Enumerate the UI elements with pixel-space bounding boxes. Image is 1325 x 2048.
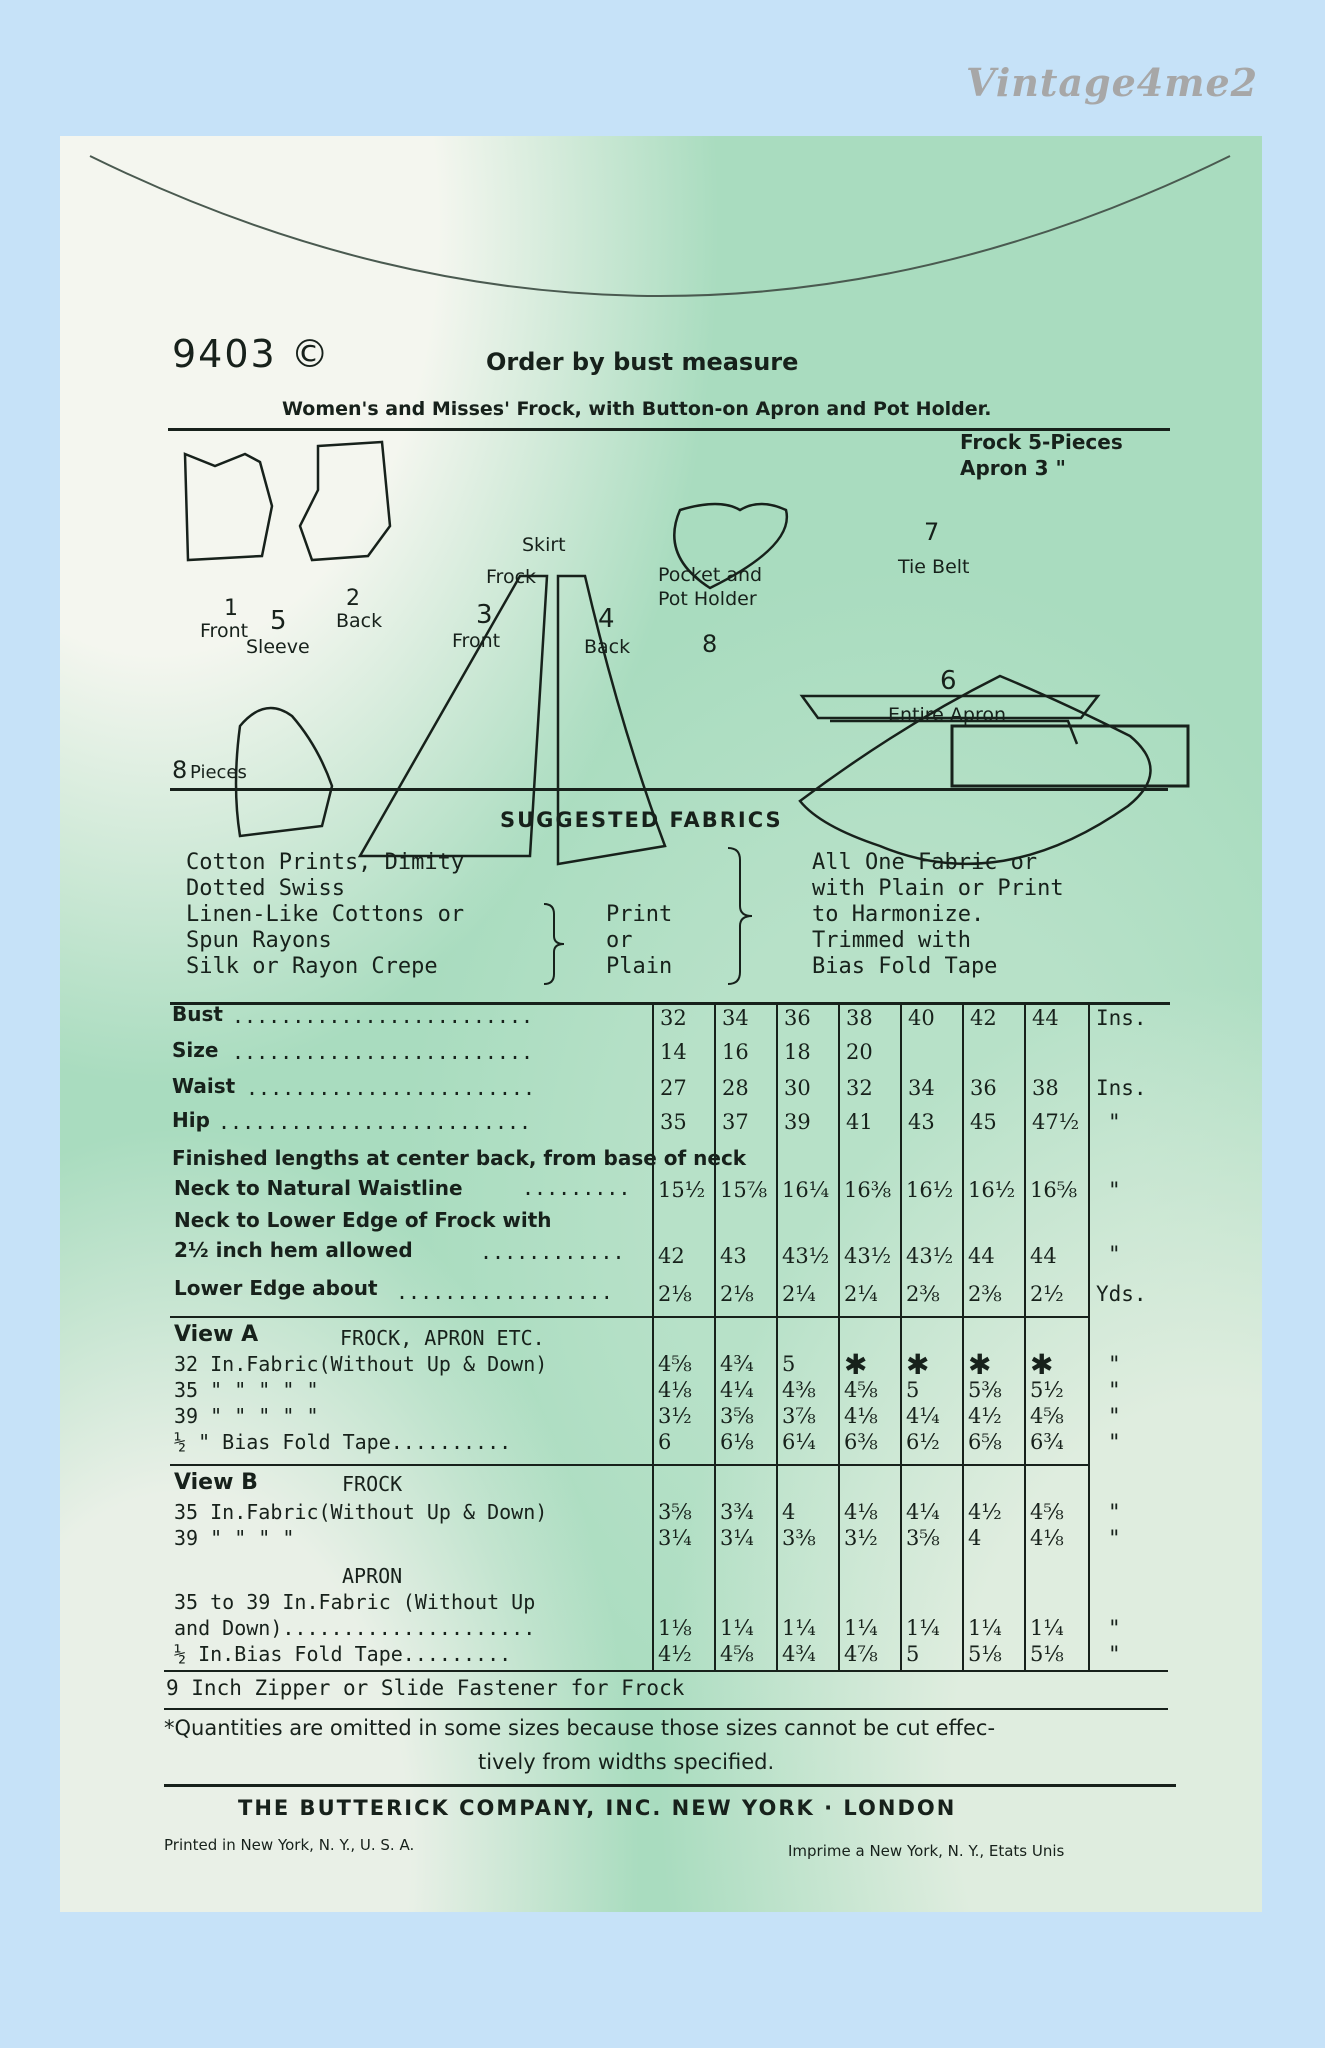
company-name: THE BUTTERICK COMPANY, INC. NEW YORK · LONDON (238, 1796, 957, 1820)
fabric-line: Plain (606, 954, 673, 979)
cell-value: 42 (658, 1244, 685, 1268)
piece-3-number: 3 (476, 600, 493, 630)
cell-value: 5⅛ (968, 1642, 1002, 1666)
table-col-divider (1024, 1004, 1026, 1670)
view-b-title: View B (174, 1470, 258, 1495)
cell-value: 1¼ (844, 1616, 878, 1640)
cell-value: 2⅜ (906, 1282, 940, 1306)
apron-fabric-line: 35 to 39 In.Fabric (Without Up (174, 1590, 536, 1614)
cell-value: 4½ (968, 1404, 1002, 1428)
fabrics-middle-list (606, 902, 672, 980)
cell-value: 4⅛ (844, 1500, 878, 1524)
cell-value: 43 (720, 1244, 747, 1268)
unit: Ins. (1096, 1006, 1147, 1030)
fabric-line: All One Fabric or (812, 850, 1038, 875)
cell-value: 3¼ (658, 1526, 692, 1550)
cell-value: 4¼ (906, 1500, 940, 1524)
fabric-line: or (606, 928, 633, 953)
cell-value: 16½ (968, 1178, 1016, 1202)
fabric-line: Print (606, 902, 673, 927)
fabric-line: Bias Fold Tape (812, 954, 998, 979)
cell-value: 16⅝ (1030, 1178, 1078, 1202)
unit: Yds. (1096, 1282, 1147, 1306)
cell-value: 36 (970, 1076, 997, 1100)
cell-value: 16⅜ (844, 1178, 892, 1202)
cell-value: 1¼ (720, 1616, 754, 1640)
cell-value: 4¼ (906, 1404, 940, 1428)
cell-value: 5 (906, 1378, 920, 1402)
fabrics-left-list (186, 850, 464, 980)
cell-value: 4¾ (720, 1352, 754, 1376)
asterisk-marker: ✱ (906, 1348, 930, 1381)
cell-value: 3⅝ (720, 1404, 754, 1428)
sleeve-piece-shape (236, 708, 332, 836)
row-label: Bust (172, 1002, 223, 1026)
cell-value: 43 (908, 1110, 935, 1134)
cell-value: 37 (722, 1110, 749, 1134)
cell-value: 1⅛ (658, 1616, 692, 1640)
cell-value: 3⅜ (782, 1526, 816, 1550)
cell-value: 3½ (658, 1404, 692, 1428)
leader-dots: .................. (396, 1280, 613, 1304)
unit: Ins. (1096, 1076, 1147, 1100)
cell-value: 42 (970, 1006, 997, 1030)
cell-value: 44 (968, 1244, 995, 1268)
cell-value: 4⅜ (782, 1378, 816, 1402)
skirt-label: Skirt (522, 534, 566, 556)
asterisk-marker: ✱ (844, 1348, 868, 1381)
fabric-line: Silk or Rayon Crepe (186, 954, 438, 979)
cell-value: 47½ (1032, 1110, 1080, 1134)
cell-value: 4⅝ (844, 1378, 878, 1402)
tie-belt-label: Tie Belt (898, 556, 970, 578)
fabric-line: Trimmed with (812, 928, 971, 953)
row-label: 39 " " " " " (174, 1404, 319, 1428)
cell-value: 2½ (1030, 1282, 1064, 1306)
piece-5-label: Sleeve (246, 636, 310, 658)
cell-value: 4½ (658, 1642, 692, 1666)
table-col-divider (962, 1004, 964, 1670)
cell-value: 4⅞ (844, 1642, 878, 1666)
cell-value: 2¼ (844, 1282, 878, 1306)
piece-4-label: Back (584, 636, 631, 658)
view-b-desc: FROCK (342, 1472, 403, 1496)
unit: " (1108, 1642, 1121, 1666)
unit: " (1108, 1526, 1121, 1550)
fabrics-right-list (812, 850, 1064, 980)
row-label: 32 In.Fabric(Without Up & Down) (174, 1352, 548, 1376)
quantity-note-line2: tively from widths specified. (478, 1750, 775, 1774)
row-label: Hip (172, 1108, 210, 1132)
cell-value: 32 (660, 1006, 687, 1030)
asterisk-marker: ✱ (1030, 1348, 1054, 1381)
apron-heading: APRON (342, 1564, 403, 1588)
cell-value: 16¼ (782, 1178, 830, 1202)
cell-value: 2⅜ (968, 1282, 1002, 1306)
cell-value: 32 (846, 1076, 873, 1100)
piece-5-number: 5 (270, 606, 287, 636)
pocket-label-line2: Pot Holder (658, 588, 757, 610)
cell-value: 2¼ (782, 1282, 816, 1306)
cell-value: 4⅛ (1030, 1526, 1064, 1550)
cell-value: 6 (658, 1430, 672, 1454)
view-a-title: View A (174, 1322, 259, 1347)
leader-dots: .......................... (218, 1110, 532, 1134)
printed-usa: Printed in New York, N. Y., U. S. A. (164, 1836, 415, 1854)
fabric-line: Spun Rayons (186, 928, 332, 953)
cell-value: 3⅝ (658, 1500, 692, 1524)
cell-value: 38 (846, 1006, 873, 1030)
fabrics-brace-right (724, 846, 758, 986)
row-label: and Down)..................... (174, 1616, 536, 1640)
pocket-label-line1: Pocket and (658, 564, 763, 586)
cell-value: 5½ (1030, 1378, 1064, 1402)
order-note: Order by bust measure (486, 348, 799, 376)
table-col-divider (1088, 1004, 1090, 1670)
cell-value: 4¼ (720, 1378, 754, 1402)
cell-value: 6¾ (1030, 1430, 1064, 1454)
cell-value: 39 (784, 1110, 811, 1134)
piece-1-label: Front (200, 620, 249, 642)
cell-value: 20 (846, 1040, 873, 1064)
fabrics-brace-left (540, 902, 570, 986)
table-col-divider (714, 1004, 716, 1670)
cell-value: 1¼ (906, 1616, 940, 1640)
cell-value: 4 (782, 1500, 796, 1524)
cell-value: 45 (970, 1110, 997, 1134)
piece-4-number: 4 (598, 604, 615, 634)
piece-count-frock: Frock 5-Pieces (960, 430, 1123, 454)
cell-value: 4⅝ (720, 1642, 754, 1666)
cell-value: 3⅝ (906, 1526, 940, 1550)
asterisk-marker: ✱ (968, 1348, 992, 1381)
leader-dots: ......... (522, 1176, 631, 1200)
cell-value: 44 (1032, 1006, 1059, 1030)
company-rule (164, 1784, 1176, 1787)
cell-value: 1¼ (1030, 1616, 1064, 1640)
pattern-subtitle: Women's and Misses' Frock, with Button-on Apron and Pot Holder. (282, 398, 992, 420)
cell-value: 4½ (968, 1500, 1002, 1524)
table-col-divider (900, 1004, 902, 1670)
cell-value: 5⅛ (1030, 1642, 1064, 1666)
cell-value: 36 (784, 1006, 811, 1030)
zipper-note: 9 Inch Zipper or Slide Fastener for Frock (166, 1676, 685, 1700)
unit: " (1108, 1110, 1121, 1134)
row-label: 39 " " " " (174, 1526, 295, 1550)
unit: " (1108, 1404, 1121, 1428)
piece-2-number: 2 (346, 586, 360, 611)
row-label: Neck to Natural Waistline (174, 1176, 463, 1200)
piece-3-label: Front (452, 630, 501, 652)
cell-value: 2⅛ (720, 1282, 754, 1306)
unit: " (1108, 1616, 1121, 1640)
cell-value: 4 (968, 1526, 982, 1550)
pieces-rule (170, 788, 1168, 791)
cell-value: 4⅝ (658, 1352, 692, 1376)
piece-2-label: Back (336, 610, 383, 632)
cell-value: 4¾ (782, 1642, 816, 1666)
row-label: 35 In.Fabric(Without Up & Down) (174, 1500, 548, 1524)
back-piece-shape (300, 442, 390, 560)
row-label: 2½ inch hem allowed (174, 1238, 413, 1262)
table-col-divider (652, 1004, 654, 1670)
cell-value: 41 (846, 1110, 873, 1134)
leader-dots: ......................... (232, 1004, 534, 1028)
quantity-note-line1: *Quantities are omitted in some sizes because those sizes cannot be cut effec- (164, 1716, 996, 1740)
cell-value: 5 (906, 1642, 920, 1666)
cell-value: 16½ (906, 1178, 954, 1202)
pattern-envelope (60, 136, 1262, 1912)
printed-french: Imprime a New York, N. Y., Etats Unis (788, 1842, 1065, 1860)
piece-1-number: 1 (224, 596, 238, 621)
cell-value: 2⅛ (658, 1282, 692, 1306)
row-label: ½ " Bias Fold Tape.......... (174, 1430, 512, 1454)
view-a-rule (170, 1316, 1090, 1318)
finished-lengths-heading: Finished lengths at center back, from base of neck (172, 1146, 747, 1170)
cell-value: 1¼ (968, 1616, 1002, 1640)
neck-lower-label-line1: Neck to Lower Edge of Frock with (174, 1208, 552, 1232)
cell-value: 38 (1032, 1076, 1059, 1100)
cell-value: 6½ (906, 1430, 940, 1454)
fabrics-heading: SUGGESTED FABRICS (500, 808, 783, 832)
unit: " (1108, 1352, 1121, 1376)
cell-value: 30 (784, 1076, 811, 1100)
cell-value: 14 (660, 1040, 687, 1064)
total-pieces-label: Pieces (190, 762, 247, 783)
cell-value: 40 (908, 1006, 935, 1030)
fabric-line: Linen-Like Cottons or (186, 902, 465, 927)
cell-value: 5⅜ (968, 1378, 1002, 1402)
row-label: 35 " " " " " (174, 1378, 319, 1402)
cell-value: 5 (782, 1352, 796, 1376)
piece-6-number: 6 (940, 666, 957, 696)
zipper-rule (164, 1670, 1168, 1672)
piece-count-box (952, 726, 1188, 786)
row-label: Lower Edge about (174, 1276, 378, 1300)
piece-7-number: 7 (924, 518, 940, 546)
leader-dots: ............ (480, 1240, 625, 1264)
note-rule (164, 1708, 1168, 1710)
cell-value: 3¾ (720, 1500, 754, 1524)
row-label: Size (172, 1038, 219, 1062)
cell-value: 1¼ (782, 1616, 816, 1640)
unit: " (1108, 1242, 1121, 1266)
cell-value: 44 (1030, 1244, 1057, 1268)
piece-8-number: 8 (702, 630, 718, 658)
unit: " (1108, 1500, 1121, 1524)
fabric-line: to Harmonize. (812, 902, 985, 927)
cell-value: 4⅛ (658, 1378, 692, 1402)
piece-count-apron: Apron 3 " (960, 456, 1066, 480)
cell-value: 6⅜ (844, 1430, 878, 1454)
cell-value: 3½ (844, 1526, 878, 1550)
pattern-number: 9403 © (172, 332, 331, 376)
cell-value: 6¼ (782, 1430, 816, 1454)
watermark: Vintage4me2 (966, 60, 1259, 105)
cell-value: 6⅝ (968, 1430, 1002, 1454)
view-a-desc: FROCK, APRON ETC. (340, 1326, 545, 1350)
cell-value: 35 (660, 1110, 687, 1134)
cell-value: 15½ (658, 1178, 706, 1202)
front-piece-shape (185, 454, 272, 560)
cell-value: 3⅞ (782, 1404, 816, 1428)
cell-value: 43½ (906, 1244, 954, 1268)
cell-value: 16 (722, 1040, 749, 1064)
fabric-line: Dotted Swiss (186, 876, 345, 901)
cell-value: 34 (908, 1076, 935, 1100)
cell-value: 27 (660, 1076, 687, 1100)
total-pieces-number: 8 (172, 756, 188, 784)
leader-dots: ........................ (246, 1076, 535, 1100)
cell-value: 4⅝ (1030, 1500, 1064, 1524)
cell-value: 34 (722, 1006, 749, 1030)
unit: " (1108, 1430, 1121, 1454)
unit: " (1108, 1178, 1121, 1202)
cell-value: 4⅛ (844, 1404, 878, 1428)
fabric-line: with Plain or Print (812, 876, 1064, 901)
table-col-divider (776, 1004, 778, 1670)
cell-value: 4⅝ (1030, 1404, 1064, 1428)
apron-label: Entire Apron (888, 704, 1007, 726)
leader-dots: ......................... (232, 1040, 534, 1064)
view-b-rule (170, 1464, 1090, 1466)
cell-value: 28 (722, 1076, 749, 1100)
unit: " (1108, 1378, 1121, 1402)
cell-value: 3¼ (720, 1526, 754, 1550)
cell-value: 43½ (782, 1244, 830, 1268)
cell-value: 18 (784, 1040, 811, 1064)
row-label: Waist (172, 1074, 236, 1098)
row-label: ½ In.Bias Fold Tape......... (174, 1642, 512, 1666)
cell-value: 6⅛ (720, 1430, 754, 1454)
frock-label: Frock (486, 566, 537, 588)
table-col-divider (838, 1004, 840, 1670)
cell-value: 15⅞ (720, 1178, 768, 1202)
fabric-line: Cotton Prints, Dimity (186, 850, 465, 875)
cell-value: 43½ (844, 1244, 892, 1268)
